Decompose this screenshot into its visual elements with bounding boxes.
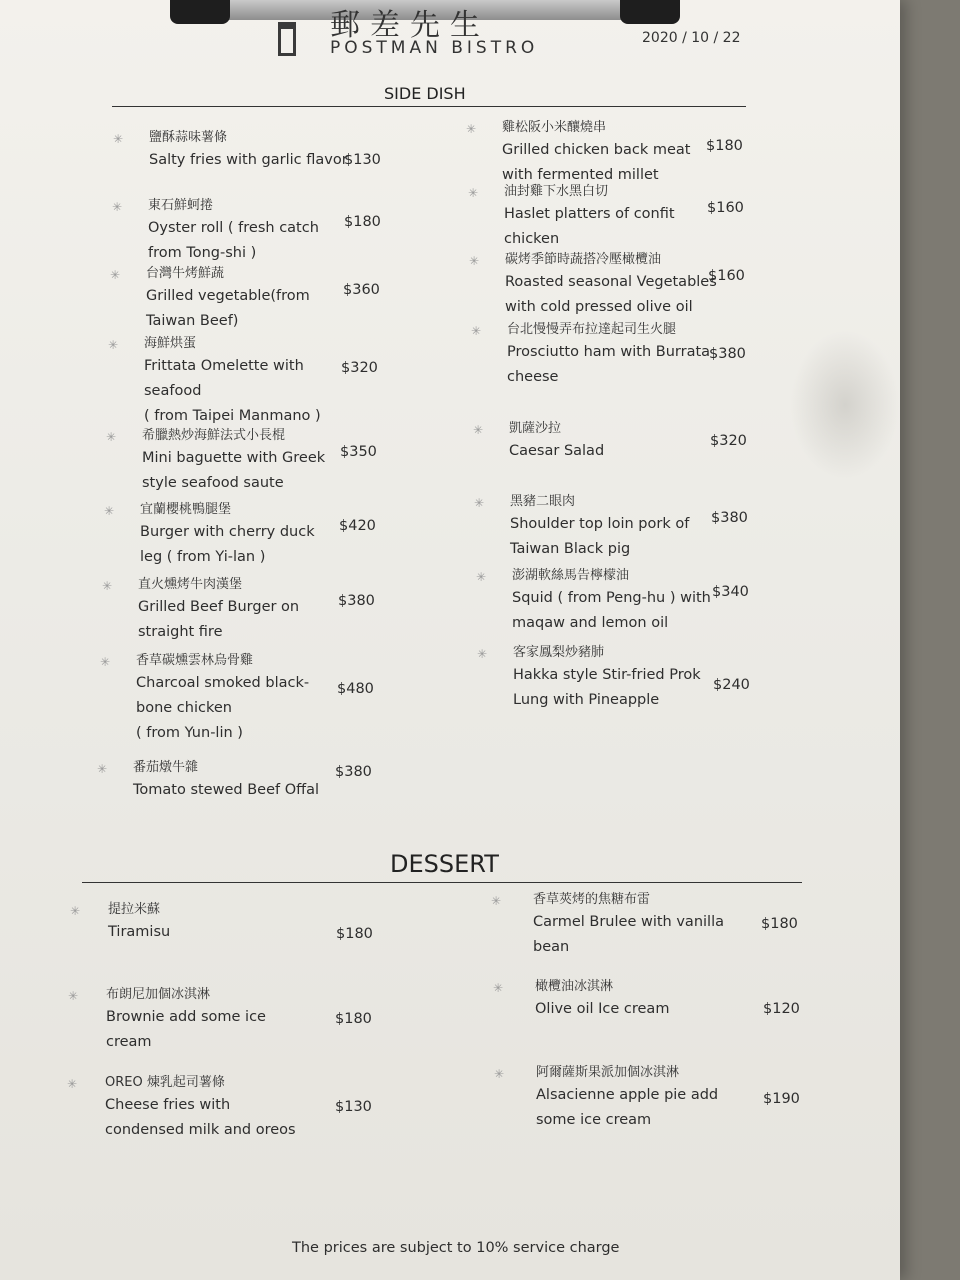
menu-item-price: $420 — [339, 518, 376, 534]
menu-item-name-chinese: 提拉米蘇 — [108, 902, 161, 917]
menu-item — [510, 492, 689, 562]
menu-item-name-english: Olive oil Ice cream — [535, 1001, 670, 1017]
menu-item-name-english: seafood — [144, 383, 202, 399]
menu-item-price: $320 — [341, 360, 378, 376]
menu-item-name-chinese: 客家鳳梨炒豬肺 — [513, 645, 605, 660]
menu-item-price: $340 — [712, 584, 749, 600]
menu-item — [133, 758, 319, 803]
menu-item-name-english: style seafood saute — [142, 475, 284, 491]
menu-item-name-chinese: OREO 煉乳起司薯條 — [105, 1075, 225, 1090]
menu-item-name-english: bone chicken — [136, 700, 232, 716]
menu-date: 2020 / 10 / 22 — [642, 30, 741, 46]
bullet-star-icon: ✳ — [104, 504, 115, 518]
menu-item-name-chinese: 布朗尼加個冰淇淋 — [106, 987, 211, 1002]
menu-item-name-english: Oyster roll ( fresh catch — [148, 220, 319, 236]
menu-item-name-chinese: 碳烤季節時蔬搭冷壓橄欖油 — [505, 252, 662, 267]
menu-item-name-chinese: 凱薩沙拉 — [509, 421, 562, 436]
menu-item-price: $380 — [335, 764, 372, 780]
bullet-star-icon: ✳ — [491, 894, 502, 908]
menu-item — [502, 118, 690, 188]
menu-item-name-english: ( from Taipei Manmano ) — [144, 408, 321, 424]
menu-item-name-english: cream — [106, 1034, 152, 1050]
menu-item-name-english: Cheese fries with — [105, 1097, 231, 1113]
bullet-star-icon: ✳ — [108, 338, 119, 352]
menu-item-price: $120 — [763, 1001, 800, 1017]
menu-item — [108, 900, 170, 945]
menu-item-name-english: Lung with Pineapple — [513, 692, 660, 708]
menu-item — [149, 128, 348, 173]
menu-item-name-chinese: 油封雞下水黑白切 — [504, 184, 609, 199]
menu-item-name-english: Frittata Omelette with — [144, 358, 304, 374]
menu-item-name-english: Charcoal smoked black- — [136, 675, 310, 691]
menu-item — [505, 250, 717, 320]
menu-item-name-english: Grilled chicken back meat — [502, 142, 691, 158]
menu-item-name-english: Hakka style Stir-fried Prok — [513, 667, 701, 683]
menu-item-price: $240 — [713, 677, 750, 693]
menu-item-name-chinese: 雞松阪小米釀燒串 — [502, 120, 607, 135]
menu-item-price: $380 — [709, 346, 746, 362]
menu-item — [138, 575, 299, 645]
menu-item-name-english: Prosciutto ham with Burrata — [507, 344, 711, 360]
menu-item-name-english: Mini baguette with Greek — [142, 450, 326, 466]
menu-item-name-english: maqaw and lemon oil — [512, 615, 669, 631]
bullet-star-icon: ✳ — [468, 186, 479, 200]
dessert-title: DESSERT — [390, 850, 499, 878]
menu-item-name-chinese: 澎湖軟絲馬告檸檬油 — [512, 568, 630, 583]
menu-item-name-english: Salty fries with garlic flavor — [149, 152, 348, 168]
menu-item-name-english: Taiwan Black pig — [510, 541, 631, 557]
menu-item — [533, 890, 724, 960]
side-dish-title: SIDE DISH — [384, 84, 466, 103]
menu-item-name-english: condensed milk and oreos — [105, 1122, 296, 1138]
menu-item — [509, 419, 604, 464]
menu-item-name-chinese: 香草莢烤的焦糖布雷 — [533, 892, 651, 907]
menu-item — [105, 1073, 296, 1143]
side-dish-rule — [112, 106, 746, 107]
menu-item-name-english: Roasted seasonal Vegetables — [505, 274, 717, 290]
menu-item — [535, 977, 669, 1022]
menu-item-name-english: straight fire — [138, 624, 223, 640]
menu-item — [146, 264, 310, 334]
bullet-star-icon: ✳ — [494, 1067, 505, 1081]
menu-item-name-chinese: 黑豬二眼肉 — [510, 494, 576, 509]
menu-item — [504, 182, 675, 252]
bullet-star-icon: ✳ — [469, 254, 480, 268]
brand-name-english: POSTMAN BISTRO — [330, 38, 539, 58]
menu-item-price: $190 — [763, 1091, 800, 1107]
bullet-star-icon: ✳ — [112, 200, 123, 214]
bullet-star-icon: ✳ — [67, 1077, 78, 1091]
menu-item-price: $350 — [340, 444, 377, 460]
menu-item-name-english: Grilled Beef Burger on — [138, 599, 300, 615]
bullet-star-icon: ✳ — [106, 430, 117, 444]
menu-item-price: $360 — [343, 282, 380, 298]
dessert-rule — [82, 882, 802, 883]
menu-item — [512, 566, 711, 636]
menu-item-name-english: Caesar Salad — [509, 443, 605, 459]
menu-item-name-english: chicken — [504, 231, 560, 247]
menu-item-price: $180 — [344, 214, 381, 230]
menu-item-name-english: Brownie add some ice — [106, 1009, 266, 1025]
bullet-star-icon: ✳ — [102, 579, 113, 593]
bullet-star-icon: ✳ — [493, 981, 504, 995]
menu-item-name-english: Carmel Brulee with vanilla — [533, 914, 724, 930]
menu-item-name-chinese: 直火燻烤牛肉漢堡 — [138, 577, 243, 592]
menu-item-price: $180 — [706, 138, 743, 154]
bullet-star-icon: ✳ — [110, 268, 121, 282]
menu-item-name-english: Grilled vegetable(from — [146, 288, 310, 304]
menu-item-name-chinese: 希臘熱炒海鮮法式小長棍 — [142, 428, 286, 443]
menu-item-name-chinese: 番茄燉牛雜 — [133, 760, 199, 775]
bullet-star-icon: ✳ — [97, 762, 108, 776]
bullet-star-icon: ✳ — [70, 904, 81, 918]
bullet-star-icon: ✳ — [113, 132, 124, 146]
menu-item-price: $130 — [335, 1099, 372, 1115]
bullet-star-icon: ✳ — [477, 647, 488, 661]
menu-item-price: $480 — [337, 681, 374, 697]
bullet-star-icon: ✳ — [473, 423, 484, 437]
menu-item — [148, 196, 319, 266]
bullet-star-icon: ✳ — [471, 324, 482, 338]
menu-item-name-english: Alsacienne apple pie add — [536, 1087, 719, 1103]
menu-item-name-english: with cold pressed olive oil — [505, 299, 693, 315]
menu-item — [142, 426, 325, 496]
menu-item — [536, 1063, 718, 1133]
brand-name-chinese: 郵差先生 — [330, 8, 490, 43]
menu-item-name-chinese: 宜蘭櫻桃鴨腿堡 — [140, 502, 232, 517]
menu-item-price: $180 — [335, 1011, 372, 1027]
menu-item-price: $380 — [711, 510, 748, 526]
menu-item — [144, 334, 321, 429]
menu-item-price: $130 — [344, 152, 381, 168]
menu-item — [507, 320, 710, 390]
menu-item-name-english: leg ( from Yi-lan ) — [140, 549, 266, 565]
bullet-star-icon: ✳ — [476, 570, 487, 584]
menu-item-name-english: bean — [533, 939, 570, 955]
menu-item — [140, 500, 315, 570]
menu-item-name-chinese: 台灣牛烤鮮蔬 — [146, 266, 225, 281]
menu-item-name-english: Tiramisu — [108, 924, 171, 940]
bullet-star-icon: ✳ — [466, 122, 477, 136]
menu-item-name-english: from Tong-shi ) — [148, 245, 257, 261]
menu-item-name-english: Taiwan Beef) — [146, 313, 239, 329]
menu-item-name-chinese: 台北慢慢弄布拉達起司生火腿 — [507, 322, 677, 337]
menu-item-name-english: Shoulder top loin pork of — [510, 516, 690, 532]
menu-item-price: $380 — [338, 593, 375, 609]
postbox-logo-icon — [278, 22, 296, 56]
menu-item-name-english: ( from Yun-lin ) — [136, 725, 243, 741]
menu-item-name-chinese: 海鮮烘蛋 — [144, 336, 197, 351]
menu-item-price: $180 — [336, 926, 373, 942]
menu-item-name-chinese: 東石鮮蚵捲 — [148, 198, 214, 213]
menu-item-name-english: Burger with cherry duck — [140, 524, 315, 540]
menu-item — [136, 651, 309, 746]
menu-item-name-chinese: 香草碳燻雲林烏骨雞 — [136, 653, 254, 668]
bullet-star-icon: ✳ — [100, 655, 111, 669]
menu-item-name-english: Tomato stewed Beef Offal — [133, 782, 320, 798]
menu-item-name-english: cheese — [507, 369, 559, 385]
menu-item — [513, 643, 701, 713]
menu-item-name-english: some ice cream — [536, 1112, 652, 1128]
menu-item-price: $160 — [707, 200, 744, 216]
bullet-star-icon: ✳ — [68, 989, 79, 1003]
menu-item-price: $320 — [710, 433, 747, 449]
menu-item-price: $160 — [708, 268, 745, 284]
menu-item-name-english: Squid ( from Peng-hu ) with — [512, 590, 711, 606]
paper-stain — [790, 330, 900, 480]
menu-item-name-chinese: 阿爾薩斯果派加個冰淇淋 — [536, 1065, 680, 1080]
menu-item-name-english: with fermented millet — [502, 167, 659, 183]
menu-item — [106, 985, 266, 1055]
menu-item-name-english: Haslet platters of confit — [504, 206, 675, 222]
menu-item-price: $180 — [761, 916, 798, 932]
service-charge-note: The prices are subject to 10% service charge — [292, 1240, 620, 1256]
bullet-star-icon: ✳ — [474, 496, 485, 510]
menu-item-name-chinese: 鹽酥蒜味薯條 — [149, 130, 228, 145]
menu-item-name-chinese: 橄欖油冰淇淋 — [535, 979, 614, 994]
